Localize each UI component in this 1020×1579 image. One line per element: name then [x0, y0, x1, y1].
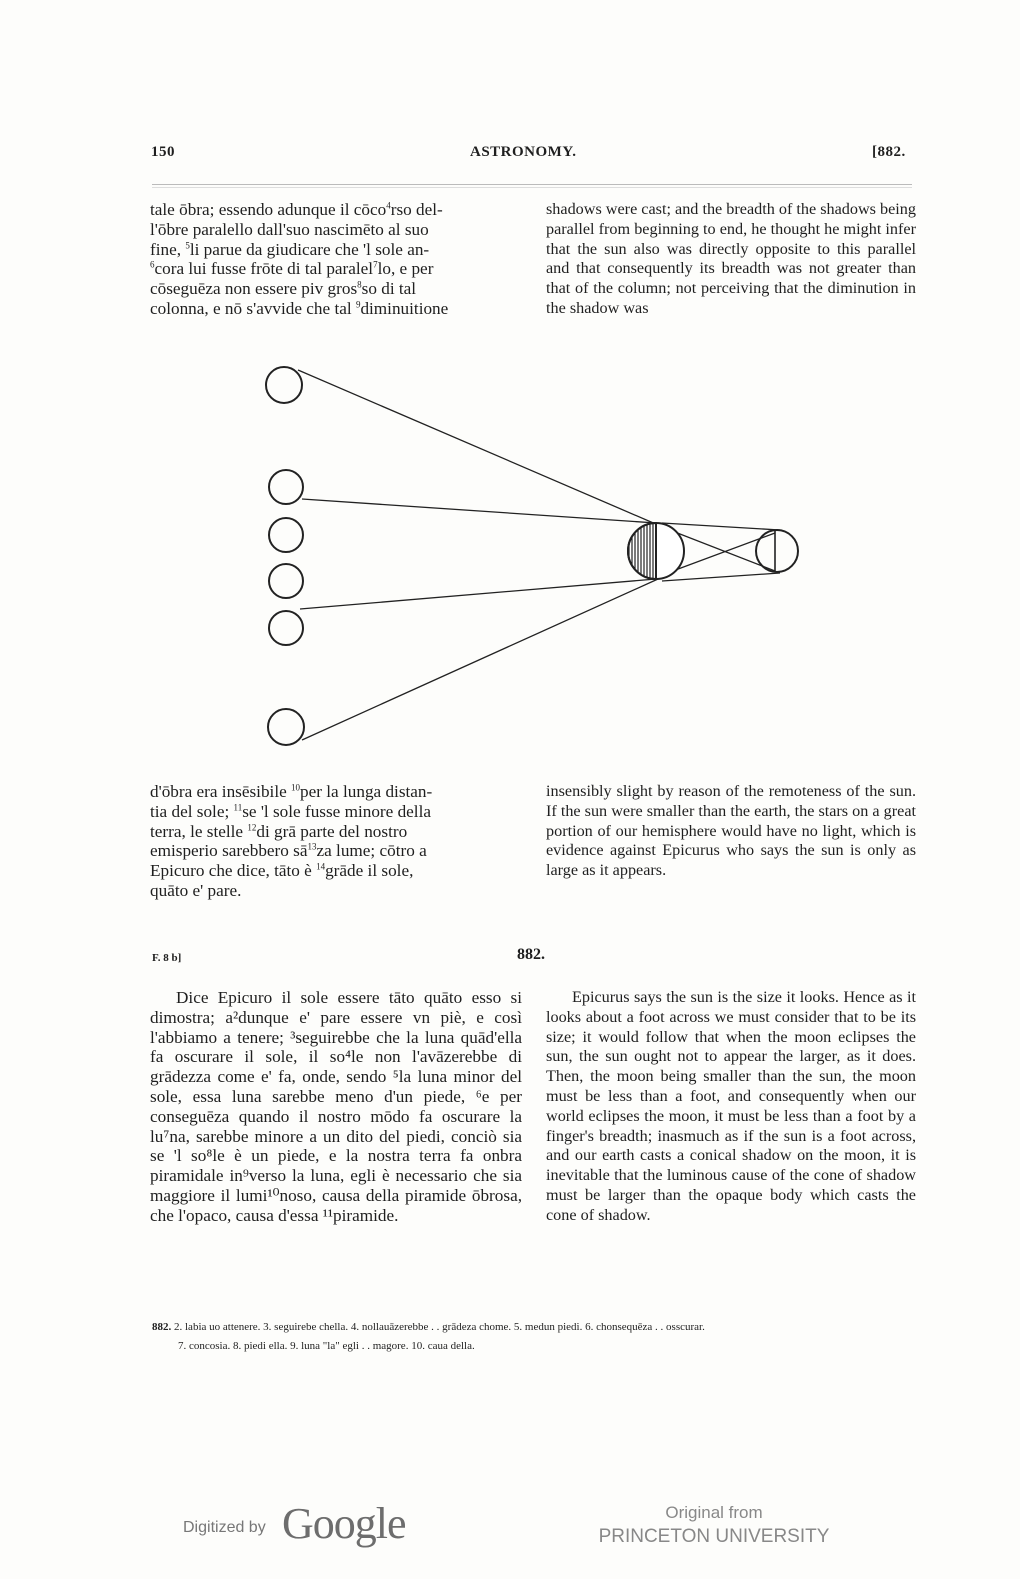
top-italian-column: tale ōbra; essendo adunque il cōco$^4$rso del- l'ōbre paralello dall'suo nascimēto al suo fine, $^5$li parue da giudicare che 'l sole an- $^6$cora lui fusse frōte di tal paralel$^7$lo, e per cōseguēza non essere piv gros$^8$so di tal colonna, e nō s'avvide che tal $^9$diminuitione [150, 200, 449, 318]
original-from-label: Original from [665, 1503, 763, 1522]
bottom-italian-column: Dice Epicuro il sole essere tāto quāto esso si dimostra; a²dunque e' pare essere vn piè, e così l'abbiamo a tenere; ³seguirebbe che la luna quād'ella fa oscurare il sole, il so⁴le non l'avāzerebbe di grādezza come e' fa, onde, sendo ⁵la luna minor del sole, essa luna sarebbe meno d'un piede, ⁶e per conseguēza quando il nostro mōdo fa oscurare la lu⁷na, sarebbe minore a un dito del piedi, conciò sia se 'l so⁸le è un piede, e la nostra terra fa onbra piramidale in⁹verso la luna, egli è necessario che sia maggiore il lumi¹⁰noso, causa della piramide ōbrosa, che l'opaco, causa d'essa ¹¹piramide. [150, 988, 522, 1225]
ray-line [662, 523, 780, 530]
middle-english-column: insensibly slight by reason of the remoteness of the sun. If the sun were smaller than the earth, the stars on a great portion of our hemisphere would have no light, which is evidence against Epicurus who says the sun is only as large as it appears. [546, 782, 916, 880]
ray-line [302, 579, 658, 740]
moon [756, 530, 798, 572]
google-logo: Google [282, 1499, 406, 1548]
digitized-by-label: Digitized by [183, 1519, 266, 1536]
princeton-university-label: PRINCETON UNIVERSITY [598, 1526, 830, 1547]
running-title: ASTRONOMY. [470, 144, 577, 160]
sun-circle-1 [266, 367, 302, 403]
ray-line [662, 573, 780, 581]
sun-earth-moon-diagram [250, 355, 810, 755]
section-marker: [882. [872, 144, 906, 160]
page-number: 150 [151, 144, 175, 160]
middle-italian-column: d'ōbra era insēsibile $^{10}$per la lunga distan- tia del sole; $^{11}$se 'l sole fusse minore della terra, le stelle $^{12}$di grā parte del nostro emisperio sarebbero $sā^{13}za$ lume; cōtro a Epicuro che dice, tāto è $^{14}$grāde il sole, quāto e' pare. [150, 782, 433, 900]
footnotes [152, 1318, 922, 1356]
sun-circle-3 [269, 518, 303, 552]
bottom-english-column: Epicurus says the sun is the size it looks. Hence as it looks about a foot across we must consider that to be its size; it would follow that when the moon eclipses the sun, the sun ought not to appear the larger, as it does. Then, the moon being smaller than the sun, the moon must be less than a foot, and consequently when our world eclipses the moon, it must be less than a foot by a finger's breadth; inasmuch as if the sun is a foot across, and our earth casts a conical shadow on the moon, it is inevitable that the luminous cause of the cone of shadow must be larger than the opaque body which casts the cone of shadow. [546, 988, 916, 1224]
footnote-line-1: 2. labia uo attenere. 3. seguirebe chella. 4. nollauāzerebbe . . grādeza chome. 5. medun piedi. 6. chonsequēza . . osscurar. [174, 1321, 705, 1333]
footnote-label: 882. [152, 1321, 172, 1333]
sun-circle-6 [268, 709, 304, 745]
earth [628, 523, 684, 579]
ray-line [302, 499, 656, 523]
top-english-column: shadows were cast; and the breadth of the shadows being parallel from beginning to end, he thought he might infer that the sun also was directly opposite to this parallel and that consequently its breadth was not greater than that of the column; not perceiving that the diminution in the shadow was [546, 200, 916, 317]
folio-reference: F. 8 b] [152, 952, 182, 964]
section-number: 882. [517, 946, 545, 963]
header-rule [152, 184, 912, 188]
sun-circle-4 [269, 564, 303, 598]
sun-circle-5 [269, 611, 303, 645]
sun-circle-2 [269, 470, 303, 504]
footnote-line-2: 7. concosia. 8. piedi ella. 9. luna "la" egli . . magore. 10. caua della. [178, 1340, 475, 1352]
